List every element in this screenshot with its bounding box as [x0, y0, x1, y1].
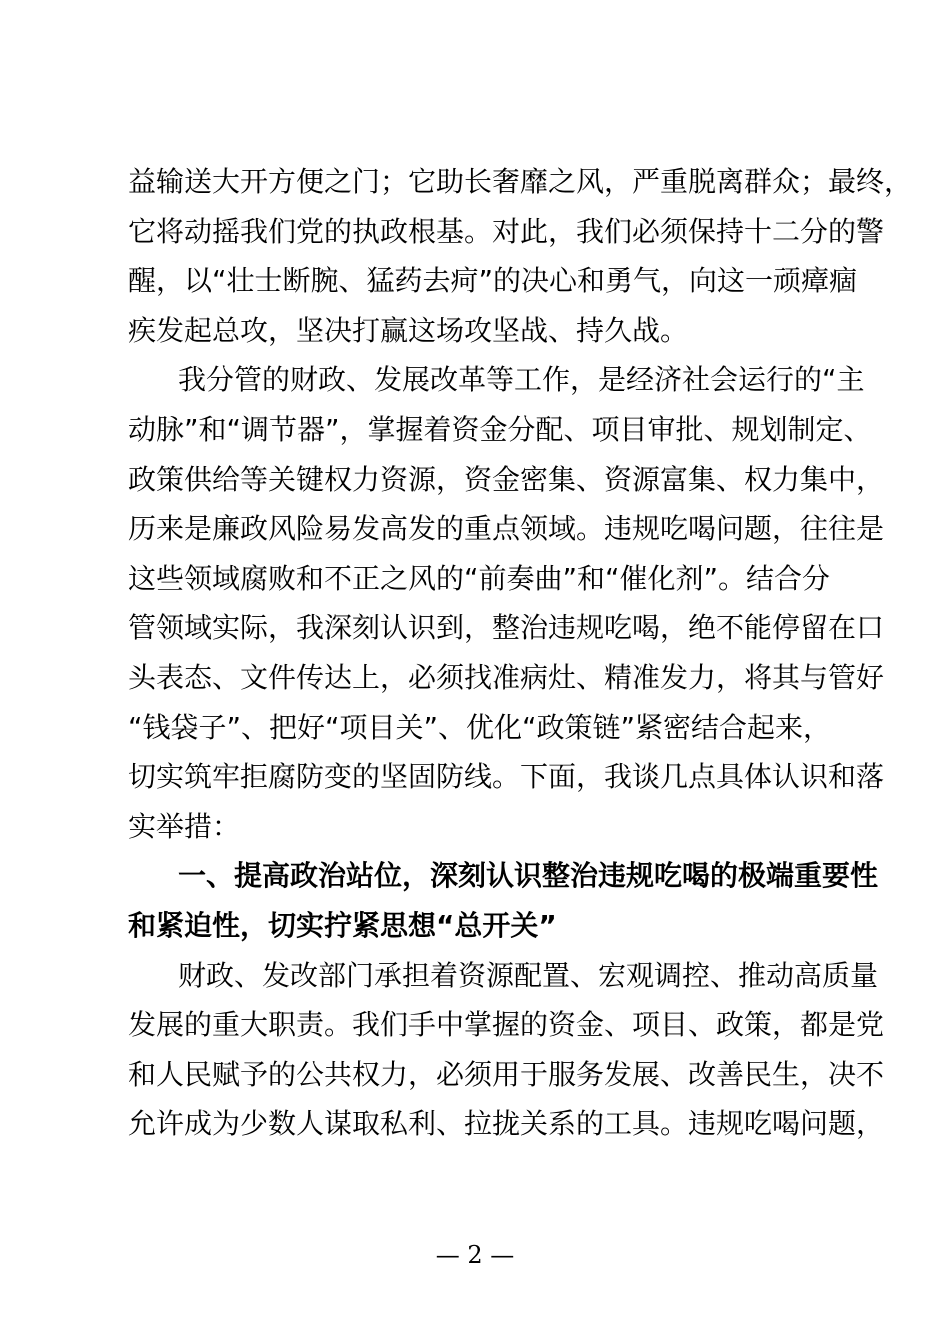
body-text-line: 管领域实际，我深刻认识到，整治违规吃喝，绝不能停留在口 — [128, 611, 885, 645]
page-number: — 2 — — [435, 1241, 515, 1269]
body-text-line: 益输送大开方便之门；它助长奢靡之风，严重脱离群众；最终， — [128, 165, 913, 198]
body-text-line: 这些领域腐败和不正之风的“前奏曲”和“催化剂”。结合分 — [128, 561, 831, 595]
body-text-line: 允许成为少数人谋取私利、拉拢关系的工具。违规吃喝问题， — [128, 1107, 885, 1141]
body-text-line: 财政、发改部门承担着资源配置、宏观调控、推动高质量 — [178, 958, 879, 992]
body-text-line: 醒，以“壮士断腕、猛药去疴”的决心和勇气，向这一顽瘴痼 — [128, 264, 858, 298]
body-text-line: 它将动摇我们党的执政根基。对此，我们必须保持十二分的警 — [128, 214, 885, 248]
body-text-line: 和人民赋予的公共权力，必须用于服务发展、改善民生，决不 — [128, 1057, 885, 1091]
body-text-line: 历来是廉政风险易发高发的重点领域。违规吃喝问题，往往是 — [128, 512, 885, 546]
body-text-line: 实举措： — [128, 809, 241, 843]
body-text-line: 头表态、文件传达上，必须找准病灶、精准发力，将其与管好 — [128, 661, 885, 694]
body-text-line: 疾发起总攻，坚决打赢这场攻坚战、持久战。 — [128, 313, 689, 347]
body-text-line: “钱袋子”、把好“项目关”、优化“政策链”紧密结合起来， — [128, 710, 832, 744]
body-text-line: 切实筑牢拒腐防变的坚固防线。下面，我谈几点具体认识和落 — [128, 760, 885, 794]
body-text-line: 发展的重大职责。我们手中掌握的资金、项目、政策，都是党 — [128, 1008, 885, 1042]
body-text-line: 动脉”和“调节器”，掌握着资金分配、项目审批、规划制定、 — [128, 413, 872, 446]
body-text-line: 政策供给等关键权力资源，资金密集、资源富集、权力集中， — [128, 462, 885, 496]
body-text-line: 我分管的财政、发展改革等工作，是经济社会运行的“主 — [178, 363, 865, 397]
section-heading-line: 一、提高政治站位，深刻认识整治违规吃喝的极端重要性 — [178, 859, 879, 893]
section-heading-line: 和紧迫性，切实拧紧思想“总开关” — [128, 909, 557, 942]
